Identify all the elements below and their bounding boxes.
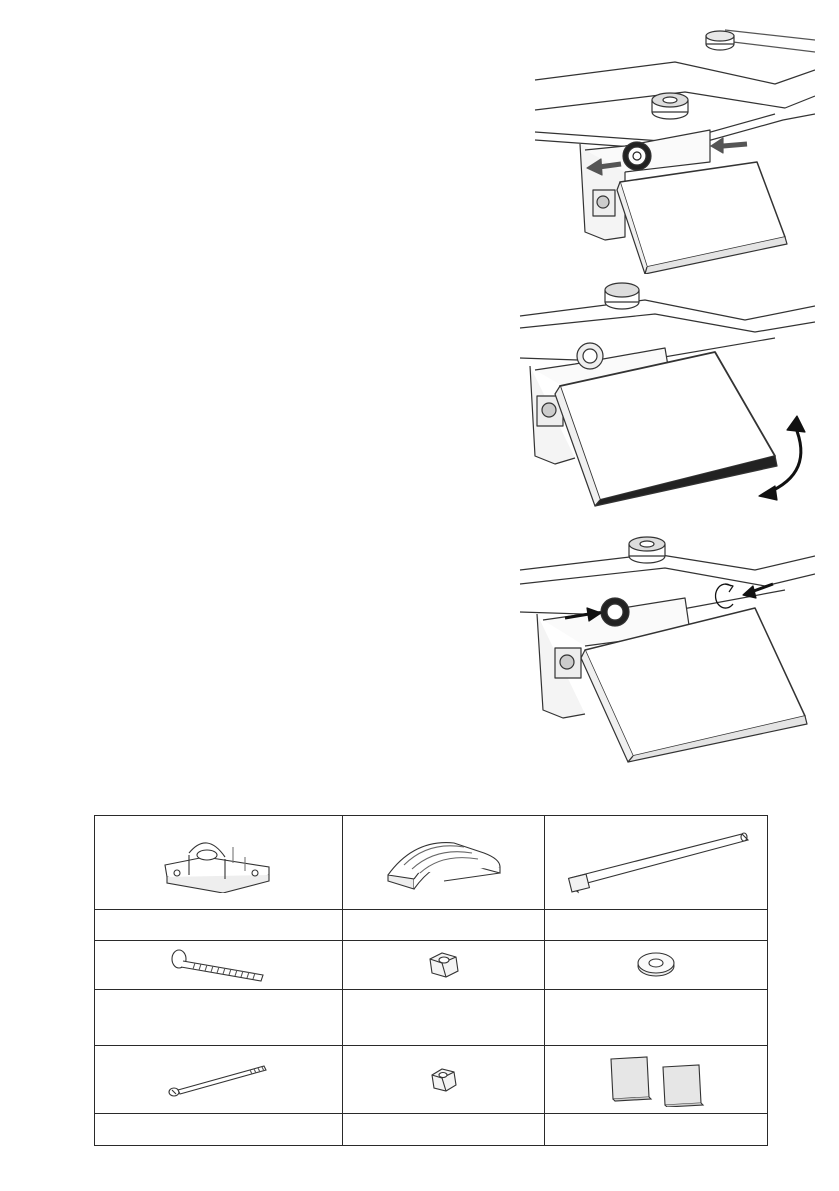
- rod-icon: [556, 828, 756, 898]
- washer-icon: [634, 950, 678, 980]
- parts-cell: [95, 816, 343, 910]
- part-label: [95, 910, 343, 941]
- step-1-illustration: [525, 22, 815, 274]
- part-label: [545, 1114, 768, 1146]
- part-label: [343, 910, 545, 941]
- adhesive-pads-icon: [601, 1053, 711, 1107]
- clamp-saddle-icon: [384, 835, 504, 891]
- step-3-illustration: [515, 528, 815, 764]
- parts-cell: [95, 941, 343, 990]
- table-row: [95, 816, 768, 910]
- table-row: [95, 990, 768, 1046]
- step-2-illustration: [515, 278, 815, 514]
- parts-cell: [343, 941, 545, 990]
- parts-cell: [545, 1046, 768, 1114]
- small-hex-nut-icon: [426, 1063, 462, 1097]
- part-label: [545, 910, 768, 941]
- part-label: [95, 990, 343, 1046]
- part-label: [95, 1114, 343, 1146]
- table-row: [95, 910, 768, 941]
- table-row: [95, 1046, 768, 1114]
- parts-cell: [545, 816, 768, 910]
- carriage-bolt-icon: [169, 947, 269, 983]
- part-label: [343, 1114, 545, 1146]
- parts-table: [94, 815, 768, 1146]
- table-row: [95, 1114, 768, 1146]
- parts-cell: [343, 816, 545, 910]
- part-label: [343, 990, 545, 1046]
- base-mount-icon: [159, 833, 279, 893]
- long-screw-icon: [164, 1060, 274, 1100]
- parts-cell: [343, 1046, 545, 1114]
- parts-cell: [95, 1046, 343, 1114]
- table-row: [95, 941, 768, 990]
- hex-nut-icon: [424, 947, 464, 983]
- part-label: [545, 990, 768, 1046]
- parts-cell: [545, 941, 768, 990]
